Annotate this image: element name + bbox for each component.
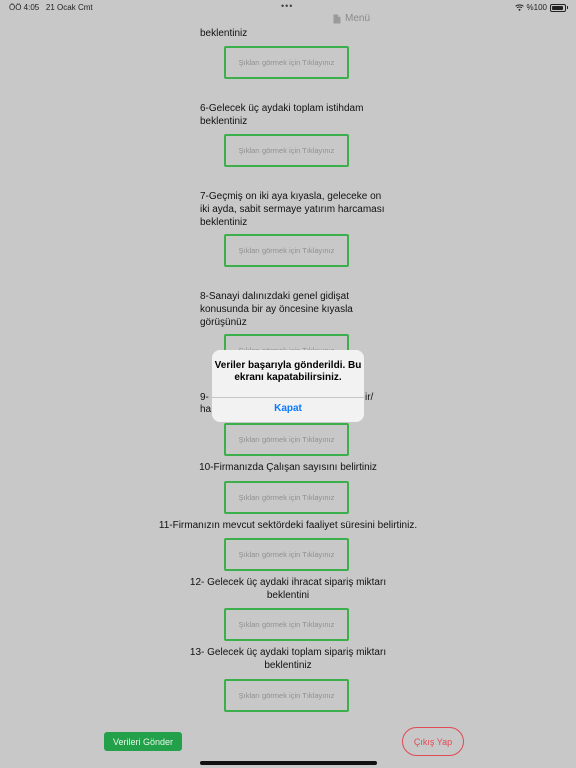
battery-percent: %100 [526,3,547,12]
question-label: 13- Gelecek üç aydaki toplam sipariş miktarı beklentiniz [189,647,387,671]
document-icon [333,14,341,24]
question-label-fragment: 9- [200,392,209,403]
question-label: 7-Geçmiş on iki aya kıyasla, geleceke on iki ayda, sabit sermaye yatırım harcaması beklentiniz [200,191,385,228]
option-selector[interactable]: Şıkları görmek için Tıklayınız [224,538,349,571]
option-selector[interactable]: Şıkları görmek için Tıklayınız [224,481,349,514]
question-label: 6-Gelecek üç aydaki toplam istihdam beklentiniz [200,103,364,127]
option-selector[interactable]: Şıkları görmek için Tıklayınız [224,234,349,267]
question-label-fragment: ir/ [365,392,374,403]
battery-icon [550,4,566,12]
option-selector[interactable]: Şıkları görmek için Tıklayınız [224,608,349,641]
question-label-fragment: ha [200,404,212,415]
option-selector[interactable]: Şıkları görmek için Tıklayınız [224,423,349,456]
menu-button[interactable] [333,13,370,24]
option-selector[interactable]: Şıkları görmek için Tıklayınız [224,46,349,79]
alert-close-button[interactable]: Kapat [274,403,302,414]
option-selector[interactable]: Şıkları görmek için Tıklayınız [224,134,349,167]
wifi-icon [515,4,524,11]
home-indicator[interactable] [200,761,377,765]
question-label: 11-Firmanızın mevcut sektördeki faaliyet süresini belirtiniz. [158,520,418,531]
question-label: beklentiniz [200,28,248,39]
question-label: 8-Sanayi dalınızdaki genel gidişat konusunda bir ay öncesine kıyasla görüşünüz [200,291,353,328]
success-alert-dialog [212,350,364,422]
send-data-button[interactable]: Verileri Gönder [104,732,182,751]
menu-label: Menü [345,13,371,24]
question-label: 10-Firmanızda Çalışan sayısını belirtiniz [199,462,377,473]
alert-message: Veriler başarıyla gönderildi. Bu ekranı kapatabilirsiniz. [214,360,362,383]
status-right [515,3,566,12]
logout-button[interactable]: Çıkış Yap [402,727,464,756]
question-label: 12- Gelecek üç aydaki ihracat sipariş miktarı beklentini [189,577,387,601]
option-selector[interactable]: Şıkları görmek için Tıklayınız [224,679,349,712]
multitasking-dots-icon[interactable]: ••• [281,1,294,11]
status-bar [0,0,576,14]
status-time: ÖÖ 4:05 21 Ocak Cmt [9,3,93,12]
